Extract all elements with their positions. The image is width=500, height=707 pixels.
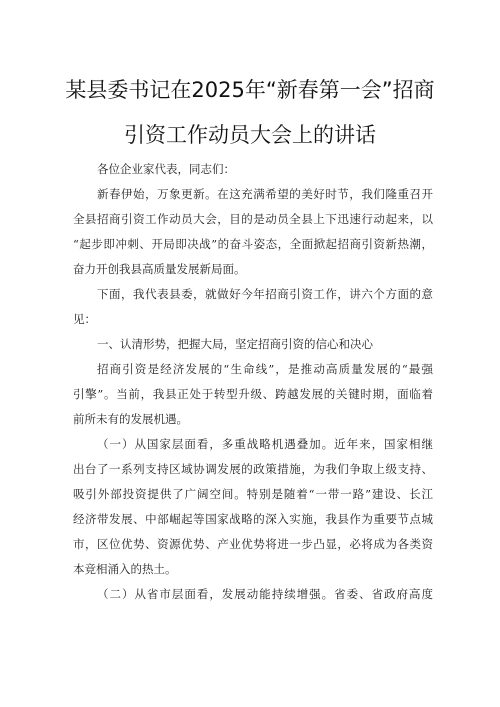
paragraph-3-line-3: 前所未有的发展机遇。 [73,412,188,426]
paragraph-4-line-4: 经济带发展、中部崛起等国家战略的深入实施，我县作为重要节点城 [73,512,433,526]
paragraph-5-line-1: （二）从省市层面看，发展动能持续增强。省委、省政府高度 [97,587,433,601]
paragraph-3-line-1: 招商引资是经济发展的“生命线”，是推动高质量发展的“最强 [97,362,433,376]
paragraph-2-line-2: 见： [73,312,96,326]
section-heading-1: 一、认清形势，把握大局，坚定招商引资的信心和决心 [97,337,373,351]
paragraph-4-line-1: （一）从国家层面看，多重战略机遇叠加。近年来，国家相继 [97,437,433,451]
paragraph-4-line-6: 本竞相涌入的热土。 [73,562,177,576]
paragraph-1-line-3: “起步即冲刺、开局即决战”的奋斗姿态，全面掀起招商引资新热潮， [73,237,433,251]
paragraph-4-line-2: 出台了一系列支持区域协调发展的政策措施，为我们争取上级支持、 [73,462,433,476]
paragraph-3-line-2: 引擎”。当前，我县正处于转型升级、跨越发展的关键时期，面临着 [73,387,433,401]
paragraph-2-line-1: 下面，我代表县委，就做好今年招商引资工作，讲六个方面的意 [97,287,433,301]
paragraph-1-line-1: 新春伊始，万象更新。在这充满希望的美好时节，我们隆重召开 [97,187,433,201]
paragraph-4-line-3: 吸引外部投资提供了广阔空间。特别是随着“一带一路”建设、长江 [73,487,433,501]
document-body [73,157,433,607]
document-title-line-1: 某县委书记在2025年“新春第一会”招商 [65,78,435,102]
paragraph-1-line-4: 奋力开创我县高质量发展新局面。 [73,262,246,276]
paragraph-4-line-5: 市，区位优势、资源优势、产业优势将进一步凸显，必将成为各类资 [73,537,433,551]
document-title-line-2: 引资工作动员大会上的讲话 [124,123,376,147]
salutation: 各位企业家代表，同志们： [97,162,235,176]
paragraph-1-line-2: 全县招商引资工作动员大会，目的是动员全县上下迅速行动起来，以 [73,212,433,226]
